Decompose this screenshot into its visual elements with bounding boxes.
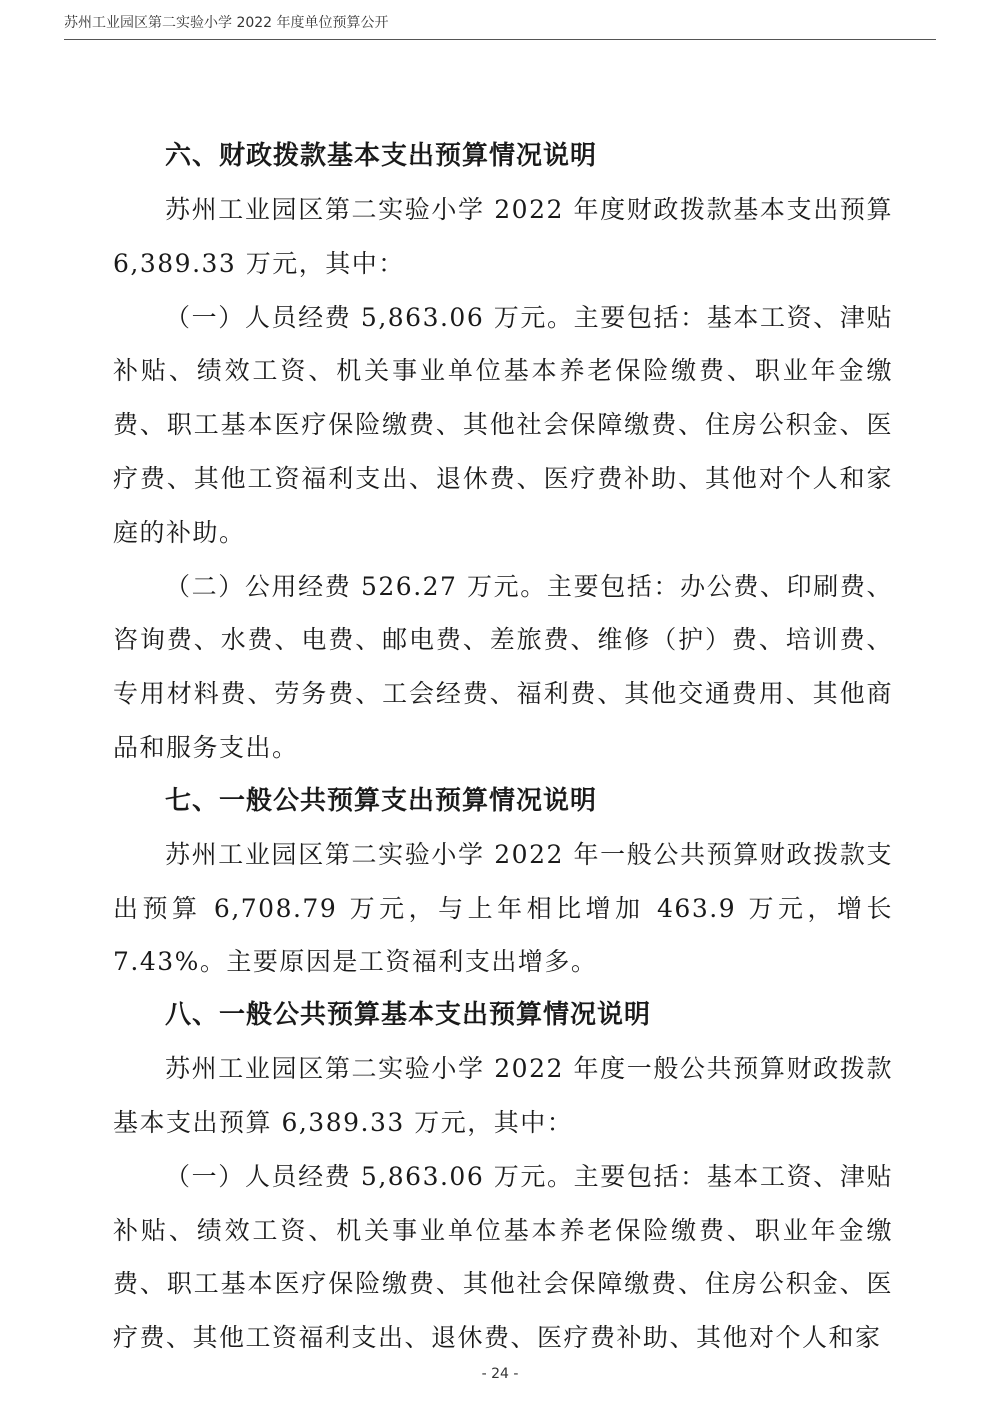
paragraph: （二）公用经费 526.27 万元。主要包括：办公费、印刷费、咨询费、水费、电费、邮电费、差旅费、维修（护）费、培训费、专用材料费、劳务费、工会经费、福利费、其他交通费用、其他商品和服务支出。 (113, 571, 893, 762)
section-heading: 七、一般公共预算支出预算情况说明 (165, 785, 598, 816)
section-eight (113, 989, 893, 1365)
paragraph: （一）人员经费 5,863.06 万元。主要包括：基本工资、津贴补贴、绩效工资、机关事业单位基本养老保险缴费、职业年金缴费、职工基本医疗保险缴费、其他社会保障缴费、住房公积金、医疗费、其他工资福利支出、退休费、医疗费补助、其他对个人和家 (113, 1161, 893, 1353)
paragraph: 苏州工业园区第二实验小学 2022 年度一般公共预算财政拨款基本支出预算 6,389.33 万元，其中： (113, 1054, 893, 1137)
running-header (64, 10, 936, 40)
paragraph: 苏州工业园区第二实验小学 2022 年度财政拨款基本支出预算 6,389.33 万元，其中： (113, 195, 893, 278)
header-title: 苏州工业园区第二实验小学 2022 年度单位预算公开 (64, 15, 389, 31)
section-heading: 八、一般公共预算基本支出预算情况说明 (165, 1000, 652, 1031)
document-body (113, 130, 893, 1365)
page-number: - 24 - (481, 1366, 519, 1382)
paragraph: （一）人员经费 5,863.06 万元。主要包括：基本工资、津贴补贴、绩效工资、机关事业单位基本养老保险缴费、职业年金缴费、职工基本医疗保险缴费、其他社会保障缴费、住房公积金、医疗费、其他工资福利支出、退休费、医疗费补助、其他对个人和家庭的补助。 (113, 302, 893, 547)
section-six (113, 130, 893, 775)
paragraph: 苏州工业园区第二实验小学 2022 年一般公共预算财政拨款支出预算 6,708.79 万元，与上年相比增加 463.9 万元，增长 7.43%。主要原因是工资福利支出增多。 (113, 839, 893, 977)
section-seven (113, 775, 893, 989)
section-heading: 六、财政拨款基本支出预算情况说明 (165, 141, 598, 171)
